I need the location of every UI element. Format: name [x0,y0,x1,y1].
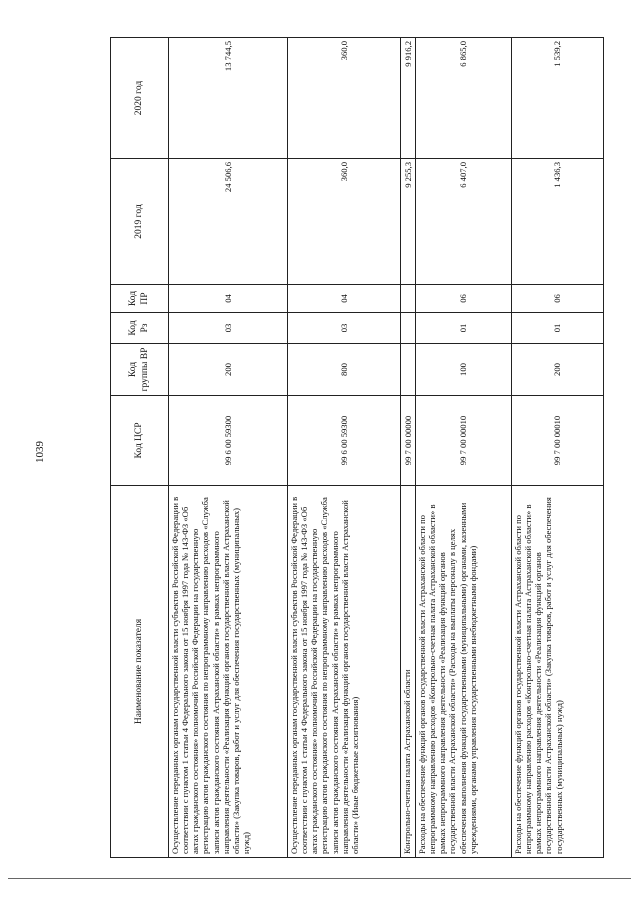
table-row [512,38,604,858]
row-csr: 99 6 00 59300 [169,396,288,486]
page-number: 1039 [34,441,46,463]
row-name: Осуществление переданных органам государственной власти субъектов Российской Федерации в соответствии с пунктом 1 статьи 4 Федерального закона от 15 ноября 1997 года № 143-ФЗ «Об актах гражданского состояния» полномочий Российской Федерации на государственную регистрацию актов гражданского состояния по непрограммному направлению расходов «Служба записи актов гражданского состояния Астраханской области» в рамках непрограммного направления деятельности «Реализация функций органов государственной власти Астраханской области» (Иные бюджетные ассигнования) [288,486,401,858]
rotated-table-area [110,38,603,858]
row-2020: 1 539,2 [512,38,604,159]
header-csr: Код ЦСР [111,396,169,486]
row-vr [401,344,416,396]
row-vr: 200 [512,344,604,396]
row-vr: 100 [416,344,512,396]
row-rz: 03 [169,313,288,344]
row-vr: 200 [169,344,288,396]
budget-table [110,37,604,858]
row-name: Осуществление переданных органам государственной власти субъектов Российской Федерации в соответствии с пунктом 1 статьи 4 Федерального закона от 15 ноября 1997 года № 143-ФЗ «Об актах гражданского состояния» полномочий Российской Федерации на государственную регистрацию актов гражданского состояния по непрограммному направлению расходов «Служба записи актов гражданского состояния Астраханской области» в рамках непрограммного направления деятельности «Реализация функций органов государственной власти Астраханской области» (Закупка товаров, работ и услуг для обеспечения государственных (муниципальных) нужд) [169,486,288,858]
row-rz: 01 [416,313,512,344]
row-pr: 06 [416,285,512,313]
row-name: Контрольно-счетная палата Астраханской области [401,486,416,858]
table-container [110,38,603,858]
row-2020: 13 744,5 [169,38,288,159]
row-2019: 6 407,0 [416,159,512,285]
row-rz [401,313,416,344]
row-name: Расходы на обеспечение функций органов государственной власти Астраханской области по непрограммному направлению расходов «Контрольно-счетная палата Астраханской области» в рамках непрограммного направления деятельности «Реализация функций органов государственной власти Астраханской области» (Закупка товаров, работ и услуг для обеспечения государственных (муниципальных) нужд) [512,486,604,858]
row-csr: 99 7 00 00010 [512,396,604,486]
row-pr: 04 [169,285,288,313]
row-2019: 24 506,6 [169,159,288,285]
row-2019: 9 255,3 [401,159,416,285]
row-pr [401,285,416,313]
row-2020: 360,0 [288,38,401,159]
header-2019: 2019 год [111,159,169,285]
row-2020: 6 865,0 [416,38,512,159]
row-2020: 9 916,2 [401,38,416,159]
row-vr: 800 [288,344,401,396]
row-rz: 01 [512,313,604,344]
row-name: Расходы на обеспечение функций органов государственной власти Астраханской области по непрограммному направлению расходов «Контрольно-счетная палата Астраханской области» в рамках непрограммного направления деятельности «Реализация функций органов государственной власти Астраханской области» (Расходы на выплаты персоналу в целях обеспечения выполнения функций государственными (муниципальными) органами, казенными учреждениями, органами управления государственными внебюджетными фондами) [416,486,512,858]
row-2019: 360,0 [288,159,401,285]
header-2020: 2020 год [111,38,169,159]
row-csr: 99 7 00 00010 [416,396,512,486]
row-csr: 99 6 00 59300 [288,396,401,486]
page-bottom-rule [8,878,631,879]
row-pr: 06 [512,285,604,313]
header-pr: Код ПР [111,285,169,313]
header-name: Наименование показателя [111,486,169,858]
row-csr: 99 7 00 00000 [401,396,416,486]
table-header-row [111,38,169,858]
table-row [288,38,401,858]
header-vr: Код группы ВР [111,344,169,396]
header-rz: Код Рз [111,313,169,344]
table-row [416,38,512,858]
row-2019: 1 436,3 [512,159,604,285]
table-row [401,38,416,858]
row-rz: 03 [288,313,401,344]
table-row [169,38,288,858]
row-pr: 04 [288,285,401,313]
